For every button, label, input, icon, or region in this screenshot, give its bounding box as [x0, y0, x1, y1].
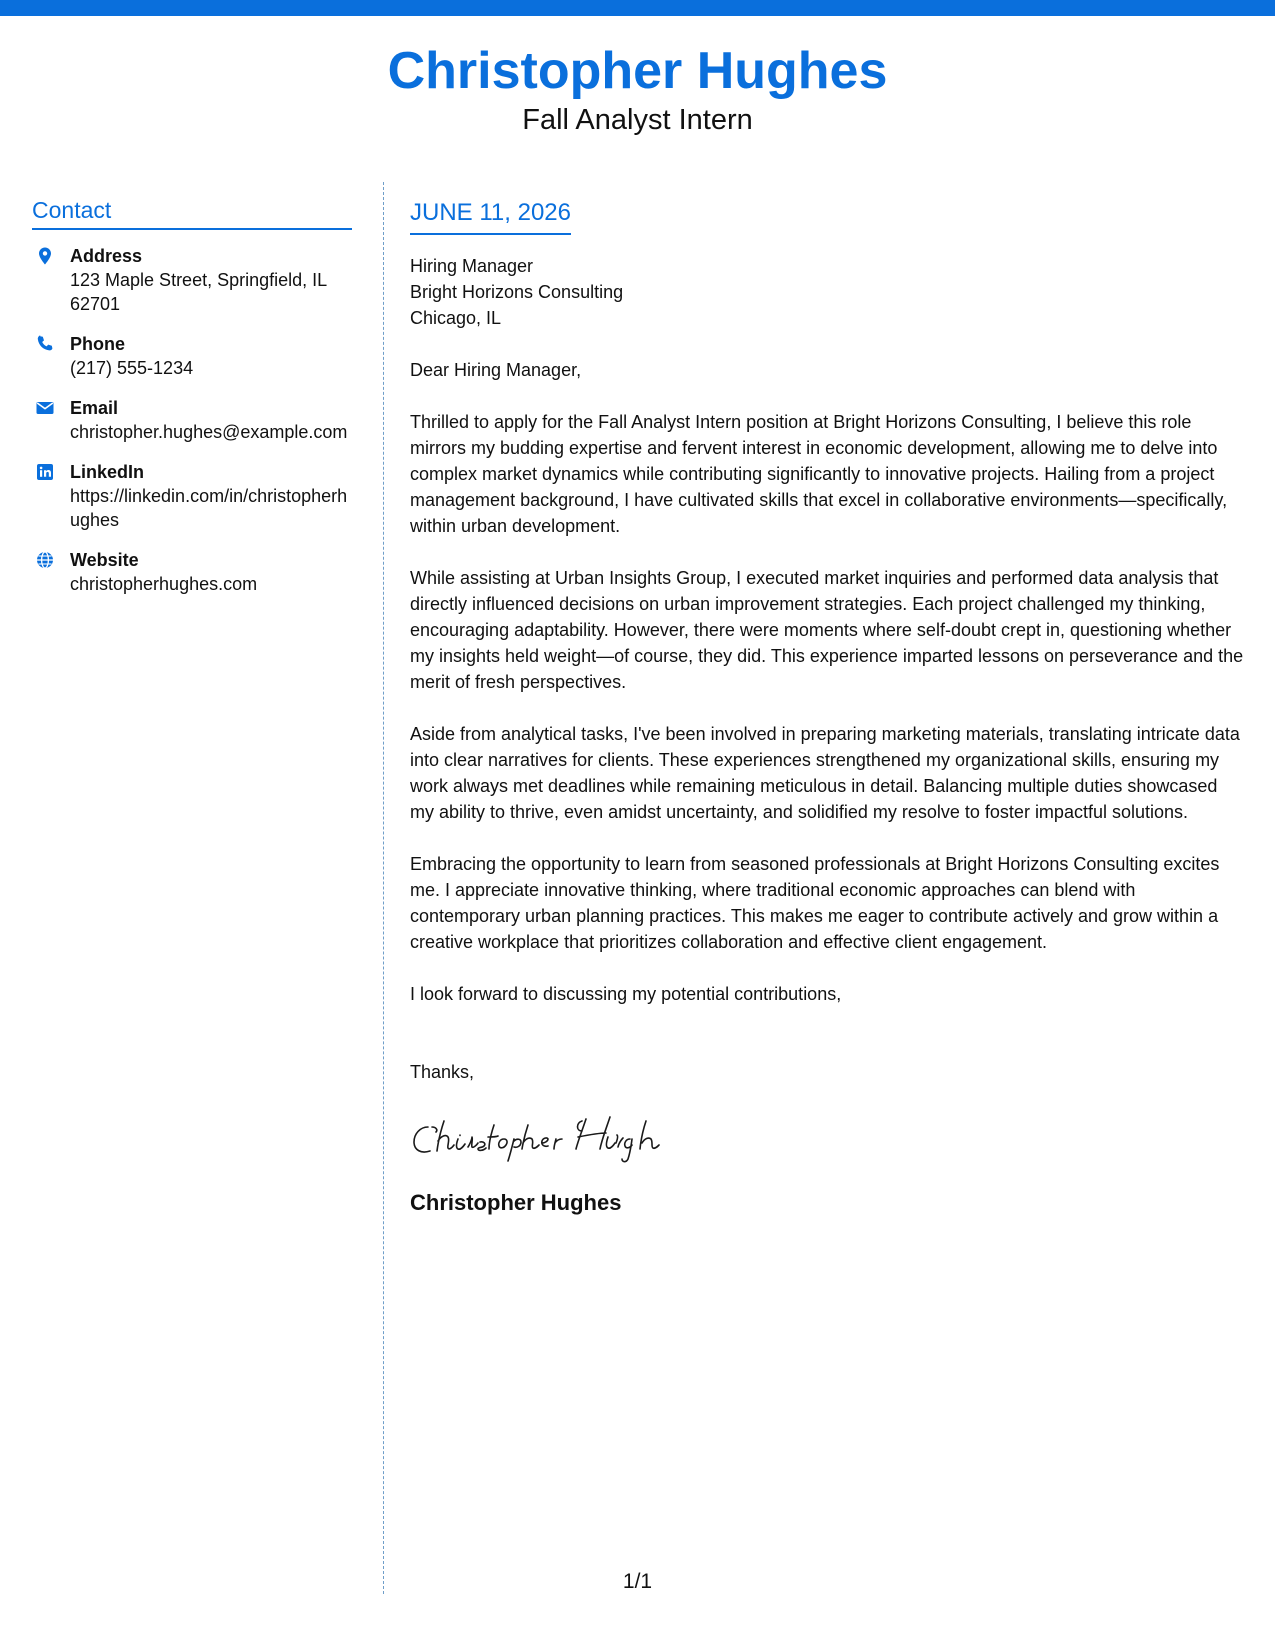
signer-name: Christopher Hughes	[410, 1190, 622, 1215]
letter-date: JUNE 11, 2026	[410, 198, 571, 235]
linkedin-link[interactable]: https://linkedin.com/in/christopherhughes	[70, 486, 348, 530]
contact-label: Website	[70, 550, 139, 570]
contact-address	[32, 244, 352, 316]
contact-phone	[32, 332, 352, 380]
recipient-line: Hiring Manager	[410, 256, 534, 276]
linkedin-icon	[35, 462, 55, 482]
paragraph: Aside from analytical tasks, I've been involved in preparing marketing materials, translating intricate data into clear narratives for clients. These experiences strengthened my organizational skills, ensuring my work always met deadlines while remaining meticulous in detail. Balancing multiple duties showcased my ability to thrive, even amidst uncertainty, and solidified my resolve to foster impactful solutions.	[410, 724, 1240, 822]
contact-linkedin	[32, 460, 352, 532]
contact-heading: Contact	[32, 196, 352, 230]
contact-label: Phone	[70, 334, 126, 354]
contact-list	[32, 244, 352, 596]
recipient-block	[410, 253, 1245, 331]
page-number: 1/1	[622, 1570, 653, 1593]
address-value: 123 Maple Street, Springfield, IL 62701	[70, 270, 327, 314]
contact-label: LinkedIn	[70, 462, 145, 482]
email-link[interactable]: christopher.hughes@example.com	[70, 422, 348, 442]
letter-body	[410, 198, 1245, 1216]
candidate-name: Christopher Hughes	[387, 42, 888, 100]
map-pin-icon	[35, 246, 55, 266]
paragraph: Thrilled to apply for the Fall Analyst Intern position at Bright Horizons Consulting, I believe this role mirrors my budding expertise and fervent interest in economic development, allowing me to delve into complex market dynamics while contributing significantly to innovative projects. Hailing from a project management background, I have cultivated skills that excel in collaborative environments—specifically, within urban development.	[410, 412, 1228, 536]
recipient-line: Bright Horizons Consulting	[410, 282, 624, 302]
recipient-line: Chicago, IL	[410, 308, 502, 328]
contact-email	[32, 396, 352, 444]
paragraph: Embracing the opportunity to learn from seasoned professionals at Bright Horizons Consulting excites me. I appreciate innovative thinking, where traditional economic approaches can blend with contemporary urban planning practices. This makes me eager to contribute actively and grow within a creative workplace that prioritizes collaboration and effective client engagement.	[410, 854, 1220, 952]
paragraph: While assisting at Urban Insights Group, I executed market inquiries and performed data analysis that directly influenced decisions on urban improvement strategies. Each project challenged my thinking, encouraging adaptability. However, there were moments where self-doubt crept in, questioning whether my insights held weight—of course, they did. This experience imparted lessons on perseverance and the merit of fresh perspectives.	[410, 568, 1244, 692]
closing-line: I look forward to discussing my potential contributions,	[410, 984, 842, 1004]
globe-icon	[35, 550, 55, 570]
contact-website	[32, 548, 352, 596]
top-accent-bar	[0, 0, 1275, 16]
header	[0, 40, 1275, 138]
column-divider	[383, 182, 384, 1594]
contact-label: Email	[70, 398, 119, 418]
handwritten-signature	[410, 1107, 680, 1165]
website-link[interactable]: christopherhughes.com	[70, 574, 258, 594]
signoff: Thanks,	[410, 1062, 475, 1082]
contact-sidebar	[32, 196, 352, 612]
phone-icon	[35, 334, 55, 354]
salutation: Dear Hiring Manager,	[410, 360, 582, 380]
phone-value: (217) 555-1234	[70, 358, 194, 378]
candidate-role: Fall Analyst Intern	[522, 104, 753, 136]
envelope-icon	[35, 398, 55, 418]
contact-label: Address	[70, 246, 143, 266]
